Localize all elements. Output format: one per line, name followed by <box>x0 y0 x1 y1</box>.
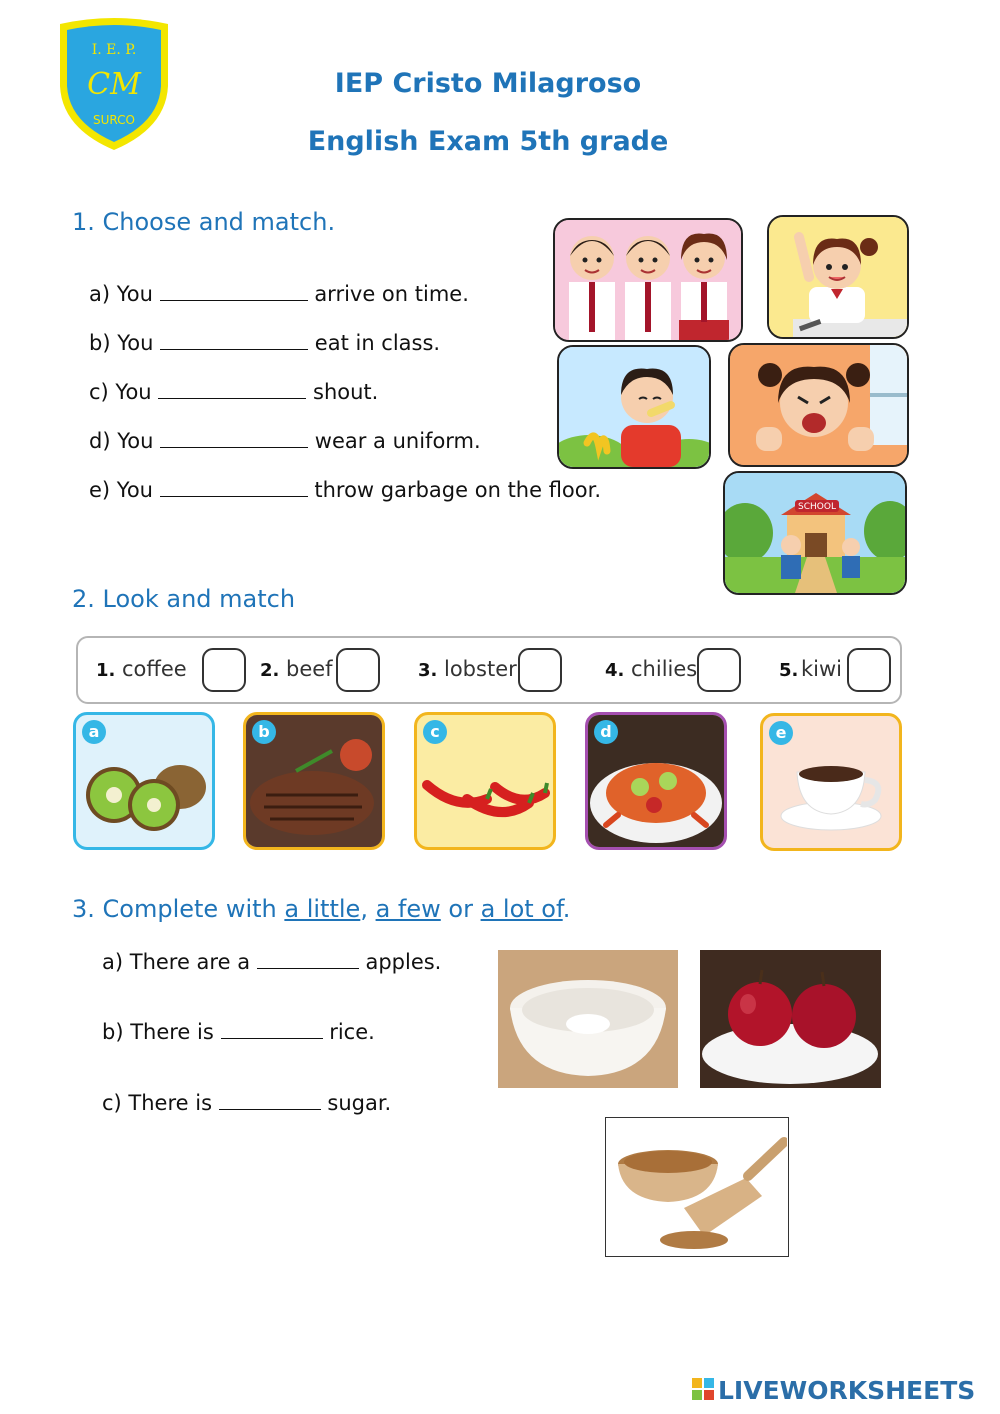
item-text: sugar. <box>327 1091 392 1115</box>
children-walking-to-school-icon <box>723 471 907 595</box>
item-text: c) There is <box>102 1091 213 1115</box>
item-text: apples. <box>365 950 442 974</box>
item-text: a) There are a <box>102 950 251 974</box>
word-item-beef <box>260 648 390 692</box>
answer-box[interactable] <box>336 648 380 692</box>
section1-item-e <box>89 478 601 502</box>
food-card-a <box>73 712 215 850</box>
section2-heading: 2. Look and match <box>72 585 296 613</box>
exam-title: English Exam 5th grade <box>307 126 669 157</box>
word-label: coffee <box>122 657 187 681</box>
answer-blank[interactable] <box>160 429 308 448</box>
logo-bottom-text: SURCO <box>93 113 135 127</box>
brand-mark-icon <box>692 1378 714 1402</box>
students-in-uniform-icon <box>553 218 743 342</box>
food-card-d <box>585 712 727 850</box>
card-letter: d <box>594 720 618 744</box>
answer-box[interactable] <box>518 648 562 692</box>
word-item-kiwi <box>779 648 895 692</box>
option-a-lot-of: a lot of <box>480 895 563 923</box>
item-text: eat in class. <box>314 331 441 355</box>
word-item-chilies <box>605 648 745 692</box>
word-label: beef <box>286 657 333 681</box>
word-bank <box>76 636 902 704</box>
option-a-few: a few <box>375 895 441 923</box>
section1-item-b <box>89 331 440 355</box>
section1-heading: 1. Choose and match. <box>72 208 336 236</box>
item-label: c) You <box>89 380 152 404</box>
section3-item-a <box>102 950 441 974</box>
school-sign-text: SCHOOL <box>798 502 836 512</box>
section3-item-c <box>102 1091 391 1115</box>
item-label: d) You <box>89 429 154 453</box>
answer-blank[interactable] <box>158 380 306 399</box>
answer-blank[interactable] <box>160 331 308 350</box>
item-text: arrive on time. <box>314 282 469 306</box>
answer-blank[interactable] <box>257 950 359 969</box>
word-label: kiwi <box>801 657 843 681</box>
item-label: a) You <box>89 282 153 306</box>
item-text: wear a uniform. <box>314 429 481 453</box>
sugar-scoop-icon <box>605 1117 789 1257</box>
liveworksheets-brand <box>692 1375 975 1405</box>
answer-box[interactable] <box>202 648 246 692</box>
food-card-e <box>760 713 902 851</box>
answer-box[interactable] <box>847 648 891 692</box>
word-item-lobster <box>418 648 568 692</box>
rice-bowl-icon <box>498 950 678 1088</box>
heading-text: 3. Complete with <box>72 895 285 923</box>
boy-eating-banana-icon <box>557 345 711 469</box>
item-text: rice. <box>329 1020 375 1044</box>
word-number: 3. <box>418 660 438 681</box>
card-letter: b <box>252 720 276 744</box>
item-text: throw garbage on the floor. <box>314 478 602 502</box>
heading-separator: , <box>360 895 376 923</box>
word-number: 1. <box>96 660 116 681</box>
section3-heading <box>72 895 570 923</box>
card-letter: a <box>82 720 106 744</box>
answer-blank[interactable] <box>160 282 308 301</box>
girl-shouting-icon <box>728 343 909 467</box>
word-label: lobster <box>444 657 517 681</box>
card-letter: e <box>769 721 793 745</box>
food-card-b <box>243 712 385 850</box>
answer-blank[interactable] <box>221 1020 323 1039</box>
word-number: 5. <box>779 660 799 681</box>
answer-box[interactable] <box>697 648 741 692</box>
option-a-little: a little <box>284 895 361 923</box>
logo-top-text: I. E. P. <box>91 42 137 58</box>
heading-separator: or <box>440 895 481 923</box>
food-card-c <box>414 712 556 850</box>
word-number: 4. <box>605 660 625 681</box>
logo-monogram: CM <box>87 67 141 102</box>
item-label: b) You <box>89 331 154 355</box>
item-text: b) There is <box>102 1020 214 1044</box>
item-text: shout. <box>313 380 379 404</box>
word-item-coffee <box>96 648 236 692</box>
card-letter: c <box>423 720 447 744</box>
item-label: e) You <box>89 478 153 502</box>
answer-blank[interactable] <box>160 478 308 497</box>
answer-blank[interactable] <box>219 1091 321 1110</box>
word-label: chilies <box>631 657 698 681</box>
section1-item-d <box>89 429 481 453</box>
section1-item-a <box>89 282 469 306</box>
section3-item-b <box>102 1020 375 1044</box>
girl-raising-hand-icon <box>767 215 909 339</box>
school-name: IEP Cristo Milagroso <box>334 68 642 99</box>
apples-plate-icon <box>700 950 881 1088</box>
heading-end: . <box>562 895 571 923</box>
word-number: 2. <box>260 660 280 681</box>
brand-name: LIVEWORKSHEETS <box>718 1375 976 1405</box>
section1-item-c <box>89 380 378 404</box>
